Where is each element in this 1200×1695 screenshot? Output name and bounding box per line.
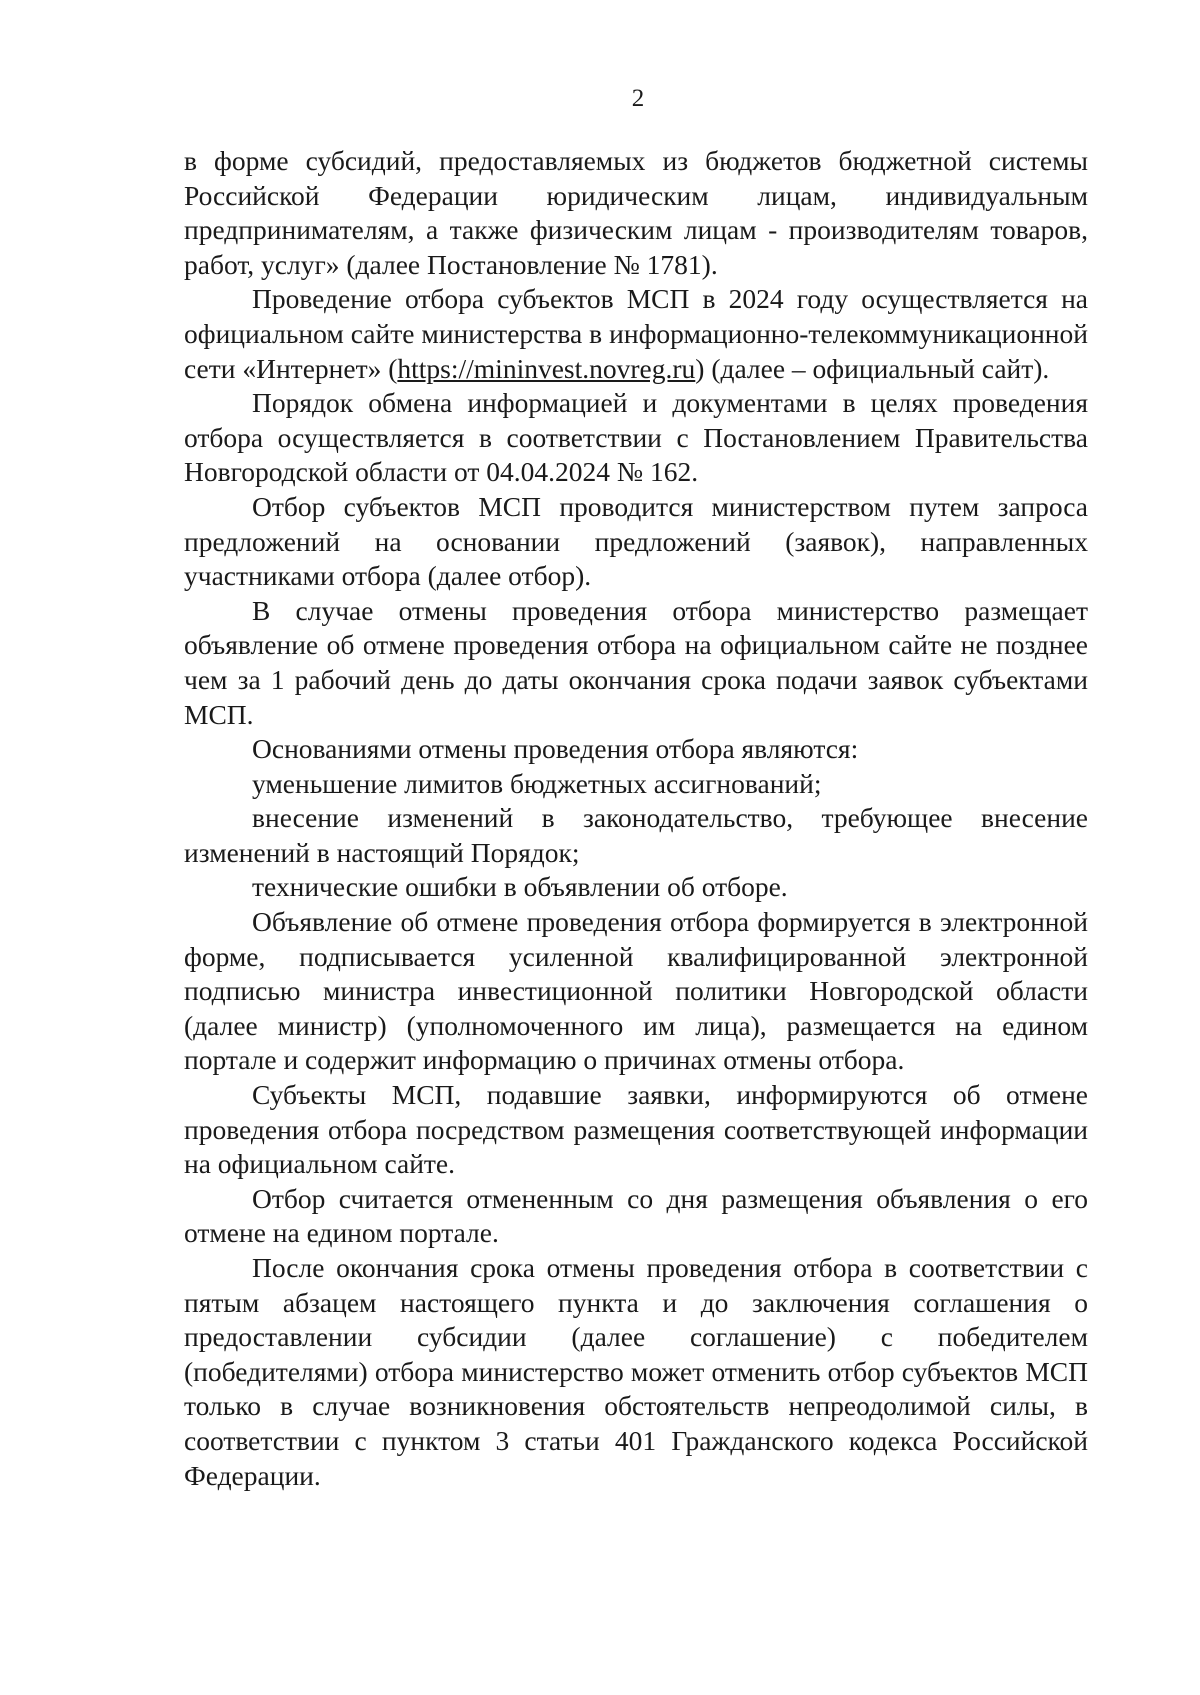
paragraph-cancellation-effective: Отбор считается отмененным со дня размещения объявления о его отмене на едином портале. [184,1182,1088,1249]
document-body [184,144,1088,1493]
paragraph-selection-method: Отбор субъектов МСП проводится министерством путем запроса предложений на основании предложений (заявок), направленных участниками отбора (далее отбор). [184,490,1088,592]
paragraph-text: Проведение отбора субъектов МСП в 2024 году осуществляется на официальном сайте министерства в информационно-телекоммуникационной сети «Интернет» ( [184,283,1088,384]
paragraph-ground-legislation: внесение изменений в законодательство, требующее внесение изменений в настоящий Порядок; [184,802,1088,868]
paragraph-exchange-procedure: Порядок обмена информацией и документами в целях проведения отбора осуществляется в соответствии с Постановлением Правительства Новгородской области от 04.04.2024 № 162. [184,387,1088,488]
paragraph-selection-venue [184,282,1088,386]
paragraph-cancellation-grounds: Основаниями отмены проведения отбора являются: [252,733,859,765]
paragraph-force-majeure: После окончания срока отмены проведения отбора в соответствии с пятым абзацем настоящего пункта и до заключения соглашения о предоставлении субсидии (далее соглашение) с победителем (победителями) отбора министерство может отменить отбор субъектов МСП только в случае возникновения обстоятельств непреодолимой силы, в соответствии с пунктом 3 статьи 401 Гражданского кодекса Российской Федерации. [184,1252,1088,1491]
paragraph-ground-budget: уменьшение лимитов бюджетных ассигнований; [252,767,822,799]
paragraph-text: ) (далее – официальный сайт). [695,352,1050,384]
paragraph-applicants-informed: Субъекты МСП, подавшие заявки, информируются об отмене проведения отбора посредством размещения соответствующей информации на официальном сайте. [184,1079,1088,1180]
paragraph-continuation: в форме субсидий, предоставляемых из бюджетов бюджетной системы Российской Федерации юридическим лицам, индивидуальным предпринимателям, а также физическим лицам - производителям товаров, работ, услуг» (далее Постановление № 1781). [184,145,1088,280]
paragraph-cancellation-notice: В случае отмены проведения отбора министерство размещает объявление об отмене проведения отбора на официальном сайте не позднее чем за 1 рабочий день до даты окончания срока подачи заявок субъектами МСП. [184,594,1088,730]
official-site-link[interactable]: https://mininvest.novreg.ru [397,352,696,384]
paragraph-ground-errors: технические ошибки в объявлении об отборе. [252,871,788,903]
paragraph-cancellation-announcement: Объявление об отмене проведения отбора формируется в электронной форме, подписывается усиленной квалифицированной электронной подписью министра инвестиционной политики Новгородской области (далее министр) (уполномоченного им лица), размещается на едином портале и содержит информацию о причинах отмены отбора. [184,906,1088,1076]
page-number: 2 [631,85,645,112]
